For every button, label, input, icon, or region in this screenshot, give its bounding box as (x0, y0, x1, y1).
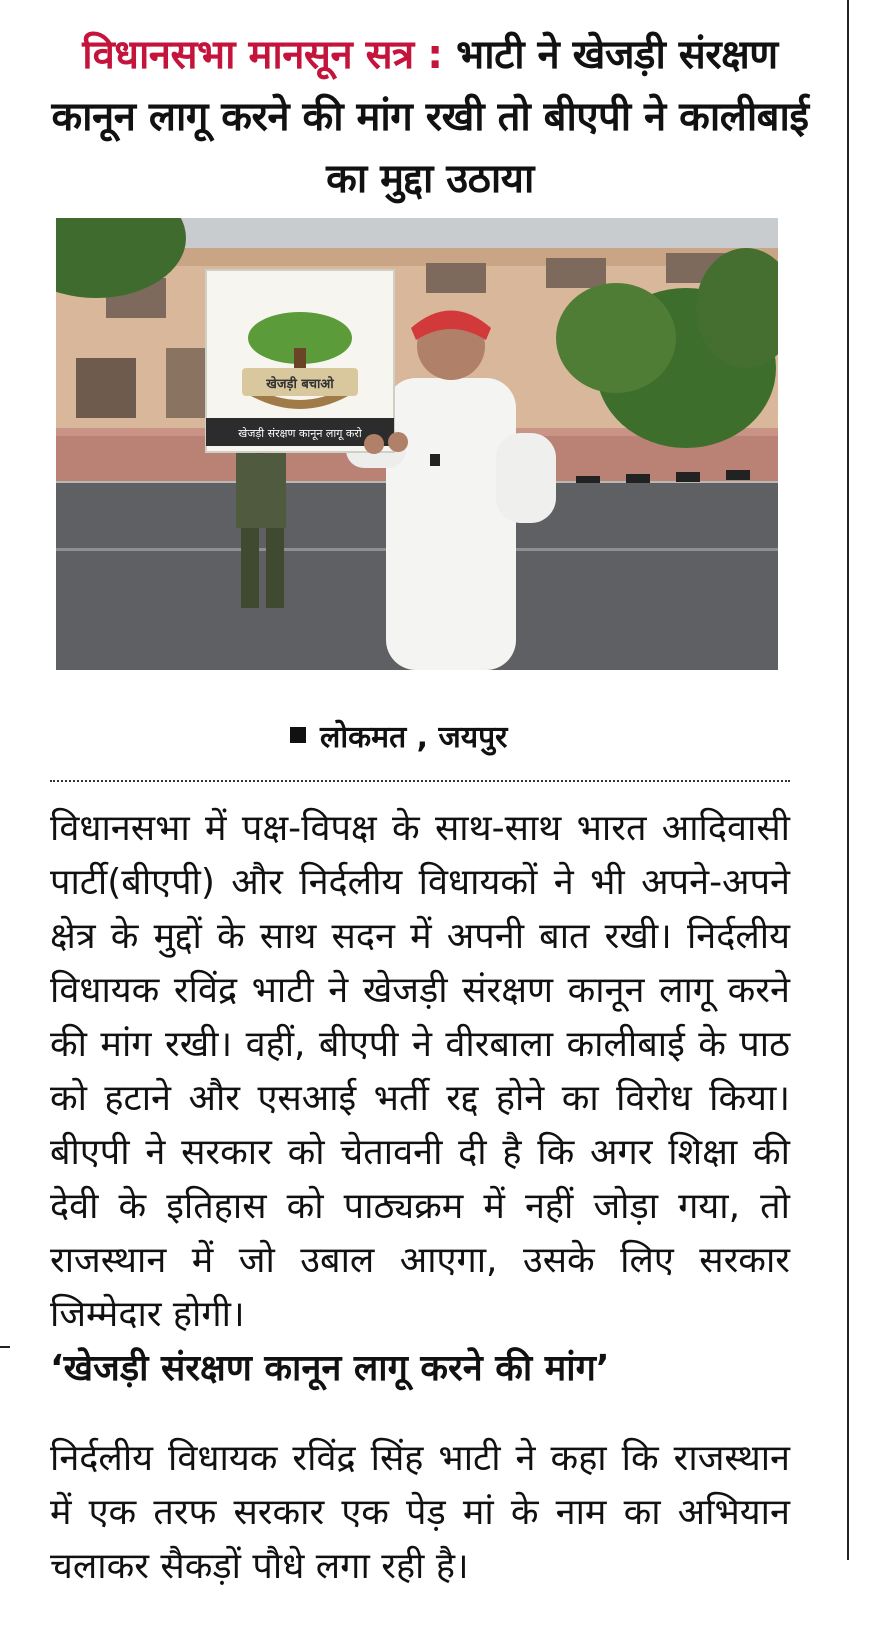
bullet-square-icon (290, 727, 306, 743)
headline-main: भाटी ने खेजड़ी संरक्षण कानून लागू करने की मांग रखी तो बीएपी ने कालीबाई का मुद्दा उठाया (51, 32, 809, 202)
placard-line1: खेजड़ी बचाओ (266, 377, 334, 392)
article-body (50, 802, 790, 1342)
placard-line2: खेजड़ी संरक्षण कानून लागू करो (238, 427, 362, 440)
article-paragraph-2: निर्दलीय विधायक रविंद्र सिंह भाटी ने कहा कि राजस्थान में एक तरफ सरकार एक पेड़ मां के नाम का अभियान चलाकर सैकड़ों पौधे लगा रही है। (50, 1438, 790, 1587)
article-body-continued (50, 1396, 790, 1630)
photo-illustration (56, 218, 778, 670)
headline-kicker: विधानसभा मानसून सत्र : (82, 32, 443, 78)
column-rule (847, 0, 849, 1560)
margin-tick (0, 1346, 10, 1348)
dotted-divider (50, 780, 790, 782)
article-paragraph: विधानसभा में पक्ष-विपक्ष के साथ-साथ भारत आदिवासी पार्टी(बीएपी) और निर्दलीय विधायकों ने भी अपने-अपने क्षेत्र के मुद्दों के साथ सदन में अपनी बात रखी। निर्दलीय विधायक रविंद्र भाटी ने खेजड़ी संरक्षण कानून लागू करने की मांग रखी। वहीं, बीएपी ने वीरबाला कालीबाई के पाठ को हटाने और एसआई भर्ती रद्द होने का विरोध किया। बीएपी ने सरकार को चेतावनी दी है कि अगर शिक्षा की देवी के इतिहास को पाठ्यक्रम में नहीं जोड़ा गया, तो राजस्थान में जो उबाल आएगा, उसके लिए सरकार जिम्मेदार होगी। (50, 808, 790, 1335)
byline (290, 718, 690, 758)
news-photo (56, 218, 778, 670)
byline-source: लोकमत , जयपुर (320, 720, 508, 755)
article-subhead: ‘खेजड़ी संरक्षण कानून लागू करने की मांग’ (50, 1348, 610, 1389)
headline (40, 24, 820, 210)
